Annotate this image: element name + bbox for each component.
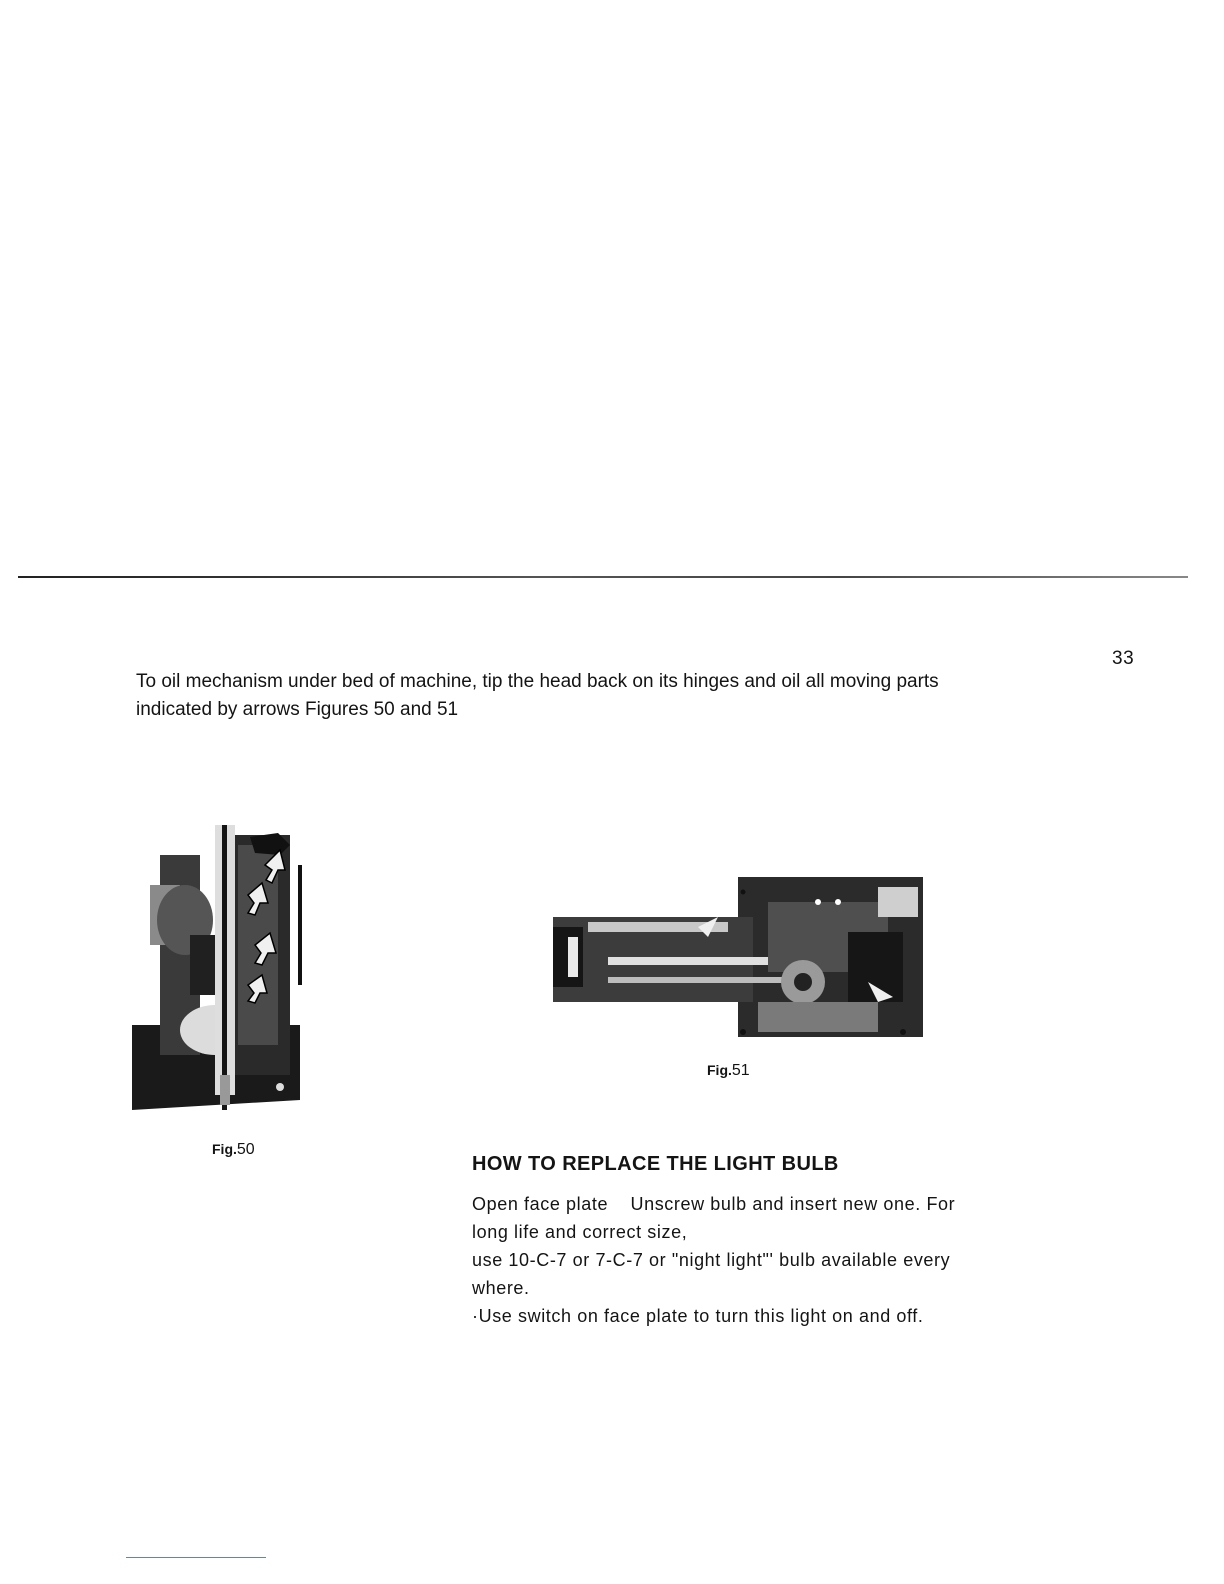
body-line: Open face plate Unscrew bulb and insert new one. For	[472, 1194, 956, 1214]
figure-51-caption	[707, 1062, 750, 1080]
figure-number: 51	[731, 1062, 750, 1079]
page-number: 33	[1112, 648, 1135, 669]
figure-label-prefix: Fig.	[707, 1062, 732, 1078]
section-heading: HOW TO REPLACE THE LIGHT BULB	[472, 1153, 839, 1175]
intro-line: To oil mechanism under bed of machine, tip the head back on its hinges and oil all moving parts	[136, 671, 939, 692]
figure-51-photo	[548, 872, 928, 1047]
body-line: ·Use switch on face plate to turn this light on and off.	[472, 1306, 924, 1326]
body-line: where.	[472, 1278, 530, 1298]
body-line: long life and correct size,	[472, 1222, 688, 1242]
intro-paragraph	[136, 668, 1066, 724]
figure-number: 50	[236, 1141, 255, 1158]
section-body	[472, 1190, 1052, 1330]
horizontal-rule	[18, 576, 1188, 578]
figure-50-photo	[130, 825, 305, 1115]
scan-mark-line	[126, 1557, 266, 1558]
figure-50-caption	[212, 1141, 255, 1159]
body-line: use 10-C-7 or 7-C-7 or "night light"' bulb available every	[472, 1250, 951, 1270]
figure-label-prefix: Fig.	[212, 1141, 237, 1157]
intro-line: indicated by arrows Figures 50 and 51	[136, 699, 459, 720]
